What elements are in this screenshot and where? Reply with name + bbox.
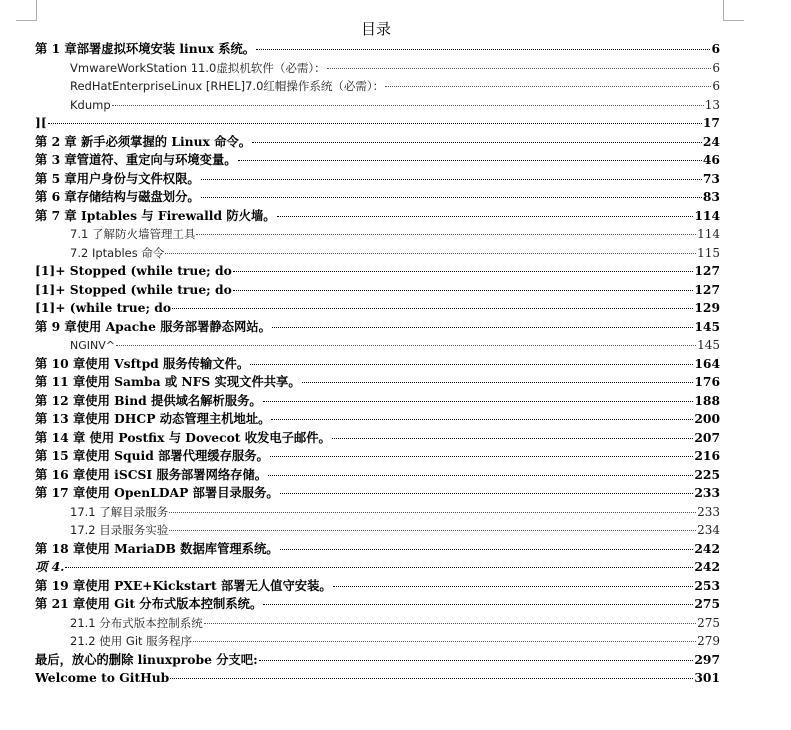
toc-dot-leader	[256, 48, 710, 50]
toc-dot-leader	[268, 474, 693, 476]
toc-dot-leader	[259, 659, 694, 661]
toc-entry-label: 最后，放心的删除 linuxprobe 分支吧:	[35, 651, 258, 667]
toc-entry[interactable]	[35, 558, 720, 577]
toc-entry-label: 第 14 章 使用 Postfix 与 Dovecot 收发电子邮件。	[35, 429, 331, 445]
toc-dot-leader	[233, 289, 694, 291]
toc-dot-leader	[270, 455, 694, 457]
toc-entry-label: 17.1 了解目录服务	[70, 504, 169, 519]
toc-entry-label: 17.2 目录服务实验	[70, 523, 169, 537]
toc-entry-page-number: 114	[694, 207, 720, 223]
toc-entry[interactable]	[35, 114, 720, 133]
toc-entry-page-number: 253	[694, 577, 720, 593]
toc-entry-page-number: 176	[694, 374, 720, 389]
toc-dot-leader	[271, 418, 693, 420]
toc-entry-label: 第 15 章使用 Squid 部署代理缓存服务。	[35, 448, 269, 463]
toc-dot-leader	[204, 622, 696, 624]
toc-dot-leader	[302, 381, 694, 383]
toc-dot-leader	[112, 104, 704, 106]
toc-entry-page-number: 242	[694, 540, 720, 556]
toc-dot-leader	[280, 492, 694, 494]
toc-entry-label: 第 5 章用户身份与文件权限。	[35, 170, 200, 186]
toc-entry[interactable]	[35, 207, 720, 226]
toc-dot-leader	[48, 122, 702, 124]
toc-entry-label: 第 18 章使用 MariaDB 数据库管理系统。	[35, 540, 279, 556]
toc-entry[interactable]	[35, 77, 720, 96]
toc-dot-leader	[272, 326, 693, 328]
toc-entry-label: 第 9 章使用 Apache 服务部署静态网站。	[35, 318, 271, 334]
toc-entry-page-number: 188	[694, 392, 720, 408]
toc-entry-label: ][	[35, 115, 47, 130]
toc-entry-label: 第 19 章使用 PXE+Kickstart 部署无人值守安装。	[35, 577, 332, 593]
toc-entry-page-number: 127	[694, 281, 720, 297]
toc-entry-page-number: 233	[694, 485, 720, 500]
toc-entry[interactable]	[35, 133, 720, 152]
toc-dot-leader	[116, 344, 696, 346]
toc-entry[interactable]	[35, 392, 720, 411]
table-of-contents	[35, 40, 720, 688]
toc-entry-page-number: 83	[702, 189, 720, 204]
toc-entry-page-number: 114	[697, 227, 720, 241]
toc-entry-page-number: 216	[694, 448, 720, 463]
toc-entry[interactable]	[35, 299, 720, 318]
toc-dot-leader	[252, 141, 702, 143]
toc-entry[interactable]	[35, 355, 720, 374]
toc-entry[interactable]	[35, 521, 720, 540]
toc-entry[interactable]	[35, 170, 720, 189]
toc-dot-leader	[201, 178, 702, 180]
toc-entry-label: 项 4.	[35, 559, 65, 574]
toc-entry[interactable]	[35, 484, 720, 503]
toc-entry[interactable]	[35, 669, 720, 688]
toc-entry-page-number: 279	[697, 634, 720, 648]
toc-dot-leader	[196, 233, 696, 235]
toc-entry-page-number: 127	[694, 263, 720, 278]
toc-entry[interactable]	[35, 336, 720, 355]
toc-entry-label: 第 2 章 新手必须掌握的 Linux 命令。	[35, 133, 252, 149]
toc-entry-page-number: 24	[702, 133, 720, 149]
toc-entry-page-number: 73	[702, 170, 720, 186]
toc-entry-label: 第 21 章使用 Git 分布式版本控制系统。	[35, 596, 263, 611]
toc-entry-label: 7.2 Iptables 命令	[70, 245, 165, 260]
toc-entry-page-number: 6	[712, 60, 720, 75]
toc-entry-label: [1]+ Stopped (while true; do	[35, 263, 232, 278]
toc-entry-page-number: 275	[694, 596, 720, 611]
toc-entry-label: Kdump	[70, 97, 111, 112]
toc-dot-leader	[238, 159, 702, 161]
toc-entry[interactable]	[35, 40, 720, 59]
toc-entry-page-number: 17	[702, 115, 720, 130]
toc-entry-page-number: 115	[697, 245, 720, 260]
toc-entry[interactable]	[35, 577, 720, 596]
toc-entry-page-number: 234	[697, 523, 720, 537]
toc-entry-label: 第 3 章管道符、重定向与环境变量。	[35, 152, 237, 167]
toc-dot-leader	[263, 400, 694, 402]
toc-entry-page-number: 275	[697, 615, 720, 630]
toc-dot-leader	[65, 566, 693, 568]
toc-dot-leader	[193, 640, 696, 642]
toc-dot-leader	[172, 307, 693, 309]
toc-entry[interactable]	[35, 614, 720, 633]
toc-entry[interactable]	[35, 188, 720, 207]
toc-entry-label: 21.1 分布式版本控制系统	[70, 615, 203, 630]
toc-entry[interactable]	[35, 151, 720, 170]
toc-entry-page-number: 225	[694, 466, 720, 482]
toc-entry[interactable]	[35, 225, 720, 244]
toc-entry-label: 第 10 章使用 Vsftpd 服务传输文件。	[35, 355, 250, 371]
toc-entry-label: RedHatEnterpriseLinux [RHEL]7.0红帽操作系统（必需）：	[70, 79, 385, 93]
toc-entry-label: 21.2 使用 Git 服务程序	[70, 634, 193, 648]
toc-dot-leader	[169, 511, 696, 513]
toc-entry-label: 7.1 了解防火墙管理工具	[70, 227, 196, 241]
toc-dot-leader	[250, 363, 693, 365]
toc-entry-label: VmwareWorkStation 11.0虚拟机软件（必需）：	[70, 60, 326, 75]
toc-entry-page-number: 13	[704, 97, 720, 112]
toc-entry-label: [1]+ (while true; do	[35, 300, 172, 315]
toc-entry[interactable]	[35, 318, 720, 337]
toc-entry[interactable]	[35, 262, 720, 281]
toc-dot-leader	[170, 677, 693, 679]
toc-entry-page-number: 6	[711, 41, 720, 56]
toc-dot-leader	[233, 270, 694, 272]
toc-entry-page-number: 301	[694, 670, 720, 685]
toc-entry-page-number: 46	[702, 152, 720, 167]
toc-entry-label: 第 16 章使用 iSCSI 服务部署网络存储。	[35, 466, 268, 482]
toc-dot-leader	[165, 252, 696, 254]
toc-dot-leader	[169, 529, 696, 531]
toc-entry[interactable]	[35, 651, 720, 670]
toc-entry-label: [1]+ Stopped (while true; do	[35, 281, 232, 297]
toc-entry-page-number: 164	[694, 355, 720, 371]
toc-entry[interactable]	[35, 447, 720, 466]
toc-entry-label: Welcome to GitHub	[35, 670, 170, 685]
toc-entry[interactable]	[35, 595, 720, 614]
toc-dot-leader	[277, 215, 694, 217]
toc-entry[interactable]	[35, 429, 720, 448]
toc-dot-leader	[327, 67, 712, 69]
toc-entry-label: 第 11 章使用 Samba 或 NFS 实现文件共享。	[35, 374, 301, 389]
toc-entry[interactable]	[35, 244, 720, 263]
toc-entry-page-number: 233	[697, 504, 720, 519]
toc-entry-page-number: 145	[694, 318, 720, 334]
toc-dot-leader	[333, 585, 694, 587]
toc-entry-label: NGINV^	[70, 339, 115, 352]
toc-entry-page-number: 6	[712, 79, 720, 93]
toc-dot-leader	[385, 85, 711, 87]
toc-dot-leader	[332, 437, 693, 439]
toc-entry-label: 第 1 章部署虚拟环境安装 linux 系统。	[35, 41, 256, 56]
toc-entry[interactable]	[35, 96, 720, 115]
toc-entry-label: 第 6 章存储结构与磁盘划分。	[35, 189, 200, 204]
toc-entry-page-number: 297	[694, 651, 720, 667]
toc-entry-label: 第 12 章使用 Bind 提供域名解析服务。	[35, 392, 262, 408]
toc-entry-label: 第 13 章使用 DHCP 动态管理主机地址。	[35, 411, 271, 426]
toc-entry-page-number: 145	[697, 338, 720, 352]
toc-dot-leader	[263, 603, 693, 605]
toc-title: 目录	[360, 20, 391, 38]
toc-entry-page-number: 129	[694, 300, 720, 315]
toc-entry-label: 第 7 章 Iptables 与 Firewalld 防火墙。	[35, 207, 276, 223]
toc-entry-page-number: 207	[694, 429, 720, 445]
toc-entry[interactable]	[35, 632, 720, 651]
toc-entry[interactable]	[35, 59, 720, 78]
toc-entry[interactable]	[35, 281, 720, 300]
toc-entry-label: 第 17 章使用 OpenLDAP 部署目录服务。	[35, 485, 279, 500]
toc-dot-leader	[201, 196, 702, 198]
toc-entry-page-number: 242	[694, 559, 720, 574]
toc-entry[interactable]	[35, 540, 720, 559]
toc-dot-leader	[280, 548, 694, 550]
toc-entry[interactable]	[35, 503, 720, 522]
toc-entry-page-number: 200	[694, 411, 720, 426]
toc-entry[interactable]	[35, 466, 720, 485]
toc-entry[interactable]	[35, 373, 720, 392]
toc-entry[interactable]	[35, 410, 720, 429]
